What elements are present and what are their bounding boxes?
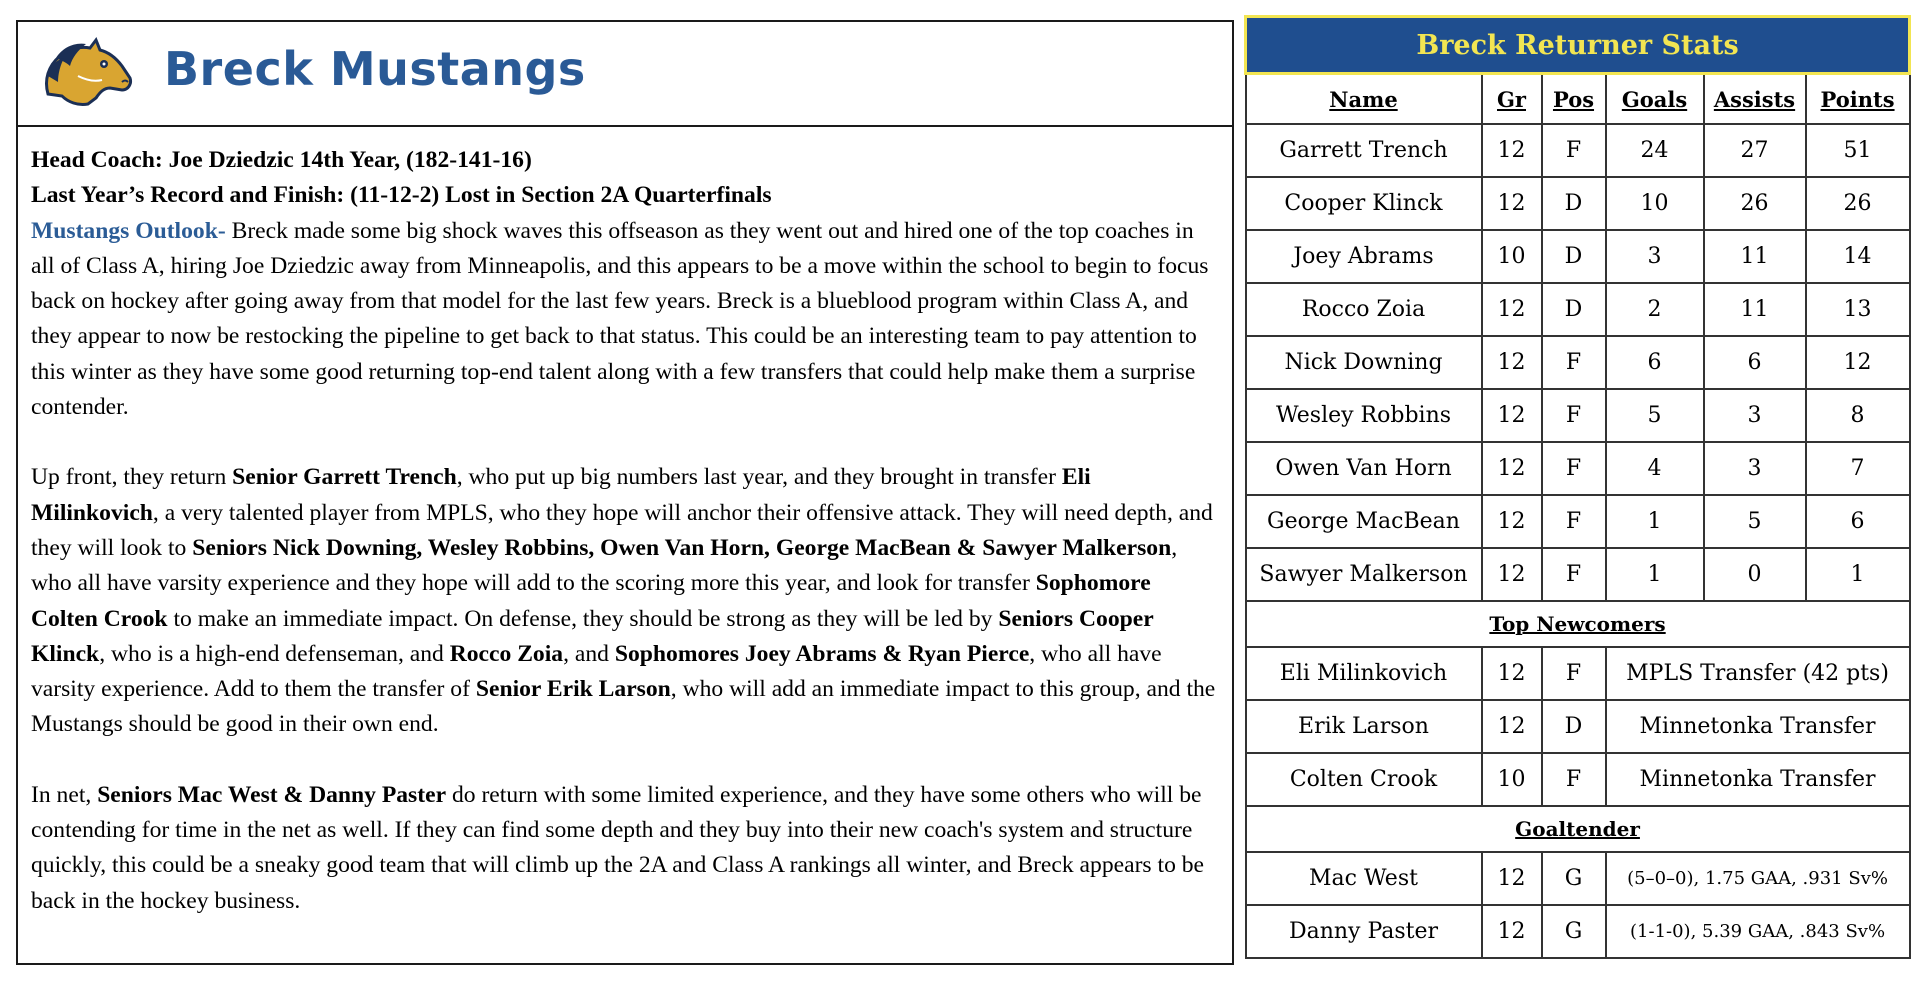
player-position: F xyxy=(1542,495,1606,548)
player-position: F xyxy=(1542,124,1606,177)
player-goals: 3 xyxy=(1606,230,1704,283)
player-position: F xyxy=(1542,389,1606,442)
player-points: 6 xyxy=(1806,495,1910,548)
player-assists: 0 xyxy=(1704,548,1806,601)
outlook-label: Mustangs Outlook- xyxy=(31,217,226,244)
player-grade: 12 xyxy=(1482,124,1542,177)
col-header-position: Pos xyxy=(1542,74,1606,125)
table-row xyxy=(1246,336,1910,389)
player-grade: 12 xyxy=(1482,389,1542,442)
player-note: Minnetonka Transfer xyxy=(1606,700,1910,753)
outlook-paragraph xyxy=(31,214,1220,426)
table-row xyxy=(1246,753,1910,806)
player-points: 12 xyxy=(1806,336,1910,389)
team-title: Breck Mustangs xyxy=(164,42,586,96)
player-name: Nick Downing xyxy=(1246,336,1482,389)
player-name: George MacBean xyxy=(1246,495,1482,548)
p2-bold: Rocco Zoia xyxy=(449,640,564,667)
player-assists: 11 xyxy=(1704,283,1806,336)
mustang-head-logo-icon xyxy=(38,36,133,108)
p3-bold: Seniors Mac West & Danny Paster xyxy=(97,781,447,808)
p2-text: Up front, they return xyxy=(31,464,233,491)
stats-title: Breck Returner Stats xyxy=(1246,17,1910,74)
player-assists: 3 xyxy=(1704,442,1806,495)
player-name: Sawyer Malkerson xyxy=(1246,548,1482,601)
col-header-goals: Goals xyxy=(1606,74,1704,125)
p2-text: , who will add an immediate impact to this group, and the Mustangs should be good in their own end. xyxy=(31,676,1216,738)
player-goals: 5 xyxy=(1606,389,1704,442)
player-grade: 12 xyxy=(1482,495,1542,548)
player-goals: 1 xyxy=(1606,548,1704,601)
player-goals: 2 xyxy=(1606,283,1704,336)
stats-table xyxy=(1244,15,1911,959)
p2-bold: Seniors Cooper Klinck xyxy=(31,605,1154,667)
player-grade: 12 xyxy=(1482,905,1542,958)
player-assists: 26 xyxy=(1704,177,1806,230)
table-row xyxy=(1246,700,1910,753)
player-position: F xyxy=(1542,442,1606,495)
player-position: F xyxy=(1542,548,1606,601)
player-assists: 5 xyxy=(1704,495,1806,548)
player-name: Joey Abrams xyxy=(1246,230,1482,283)
newcomers-section-label: Top Newcomers xyxy=(1246,601,1910,647)
goalie-paragraph xyxy=(31,778,1220,919)
player-position: F xyxy=(1542,647,1606,700)
player-points: 14 xyxy=(1806,230,1910,283)
table-row xyxy=(1246,442,1910,495)
player-grade: 12 xyxy=(1482,336,1542,389)
p2-bold: Senior Garrett Trench xyxy=(232,464,457,491)
p2-text: , who is a high-end defenseman, and xyxy=(99,640,450,667)
goalie-stat-line: (5–0–0), 1.75 GAA, .931 Sv% xyxy=(1606,852,1910,905)
p2-text: , who all have varsity experience. Add to them the transfer of xyxy=(31,640,1162,703)
player-grade: 12 xyxy=(1482,647,1542,700)
player-goals: 6 xyxy=(1606,336,1704,389)
player-goals: 10 xyxy=(1606,177,1704,230)
player-name: Cooper Klinck xyxy=(1246,177,1482,230)
player-name: Danny Paster xyxy=(1246,905,1482,958)
player-name: Eli Milinkovich xyxy=(1246,647,1482,700)
article-panel xyxy=(16,20,1234,965)
player-name: Erik Larson xyxy=(1246,700,1482,753)
player-assists: 3 xyxy=(1704,389,1806,442)
player-name: Colten Crook xyxy=(1246,753,1482,806)
player-grade: 10 xyxy=(1482,230,1542,283)
p2-bold: Seniors Nick Downing, Wesley Robbins, Owen Van Horn, George MacBean & Sawyer Malkerson xyxy=(192,534,1172,561)
col-header-name: Name xyxy=(1246,74,1482,125)
col-header-assists: Assists xyxy=(1704,74,1806,125)
goalie-stat-line: (1-1-0), 5.39 GAA, .843 Sv% xyxy=(1606,905,1910,958)
player-name: Garrett Trench xyxy=(1246,124,1482,177)
p2-text: , a very talented player from MPLS, who they hope will anchor their offensive attack. They will need depth, and they will look to xyxy=(31,499,1213,561)
player-grade: 12 xyxy=(1482,852,1542,905)
stats-panel xyxy=(1244,15,1908,967)
player-points: 13 xyxy=(1806,283,1910,336)
player-points: 8 xyxy=(1806,389,1910,442)
player-points: 51 xyxy=(1806,124,1910,177)
player-position: G xyxy=(1542,852,1606,905)
outlook-text: Breck made some big shock waves this offseason as they went out and hired one of the top coaches in all of Class A, hiring Joe Dziedzic away from Minneapolis, and this appears to be a move within the school to begin to focus back on hockey after going away from that model for the last few years. Breck is a blueblood program within Class A, and they appear to now be restocking the pipeline to get back to that status. This could be an interesting team to pay attention to this winter as they have some good returning top-end talent along with a few transfers that could help make them a surprise contender. xyxy=(31,217,1209,421)
player-position: D xyxy=(1542,283,1606,336)
player-name: Owen Van Horn xyxy=(1246,442,1482,495)
player-position: D xyxy=(1542,230,1606,283)
player-points: 1 xyxy=(1806,548,1910,601)
player-name: Mac West xyxy=(1246,852,1482,905)
player-position: G xyxy=(1542,905,1606,958)
article-body xyxy=(18,127,1232,919)
p2-text: , who put up big numbers last year, and they brought in transfer xyxy=(456,464,1062,491)
player-position: D xyxy=(1542,177,1606,230)
player-goals: 24 xyxy=(1606,124,1704,177)
article-header xyxy=(18,22,1232,127)
table-row xyxy=(1246,495,1910,548)
player-assists: 11 xyxy=(1704,230,1806,283)
p2-bold: Senior Erik Larson xyxy=(475,676,671,703)
col-header-grade: Gr xyxy=(1482,74,1542,125)
table-row xyxy=(1246,177,1910,230)
player-note: Minnetonka Transfer xyxy=(1606,753,1910,806)
player-name: Wesley Robbins xyxy=(1246,389,1482,442)
player-position: D xyxy=(1542,700,1606,753)
goaltender-section-label: Goaltender xyxy=(1246,806,1910,852)
coach-line: Head Coach: Joe Dziedzic 14th Year, (182-141-16) xyxy=(31,147,532,173)
player-goals: 4 xyxy=(1606,442,1704,495)
table-row xyxy=(1246,548,1910,601)
player-grade: 10 xyxy=(1482,753,1542,806)
player-assists: 6 xyxy=(1704,336,1806,389)
p2-bold: Sophomores Joey Abrams & Ryan Pierce xyxy=(614,640,1030,667)
player-goals: 1 xyxy=(1606,495,1704,548)
p2-bold: Sophomore Colten Crook xyxy=(31,570,1151,632)
record-line: Last Year’s Record and Finish: (11-12-2) Lost in Section 2A Quarterfinals xyxy=(31,182,772,209)
player-name: Rocco Zoia xyxy=(1246,283,1482,336)
forwards-defense-paragraph xyxy=(31,460,1220,742)
player-grade: 12 xyxy=(1482,283,1542,336)
table-row xyxy=(1246,852,1910,905)
player-grade: 12 xyxy=(1482,548,1542,601)
table-row xyxy=(1246,647,1910,700)
player-points: 26 xyxy=(1806,177,1910,230)
player-position: F xyxy=(1542,753,1606,806)
table-row xyxy=(1246,389,1910,442)
p3-text: In net, xyxy=(31,781,98,808)
player-position: F xyxy=(1542,336,1606,389)
player-note: MPLS Transfer (42 pts) xyxy=(1606,647,1910,700)
p2-text: , who all have varsity experience and they hope will add to the scoring more this year, and look for transfer xyxy=(31,534,1178,597)
p2-text: , and xyxy=(563,640,615,667)
table-row xyxy=(1246,230,1910,283)
player-points: 7 xyxy=(1806,442,1910,495)
table-row xyxy=(1246,124,1910,177)
p3-text: do return with some limited experience, and they have some others who will be contending for time in the net as well. If they can find some depth and they buy into their new coach's system and structure quickly, this could be a sneaky good team that will climb up the 2A and Class A rankings all winter, and Breck appears to be back in the hockey business. xyxy=(31,781,1205,914)
col-header-points: Points xyxy=(1806,74,1910,125)
p2-bold: Eli Milinkovich xyxy=(31,464,1091,526)
p2-text: to make an immediate impact. On defense, they should be strong as they will be led by xyxy=(167,605,999,632)
table-row xyxy=(1246,905,1910,958)
player-grade: 12 xyxy=(1482,177,1542,230)
player-grade: 12 xyxy=(1482,700,1542,753)
table-row xyxy=(1246,283,1910,336)
player-assists: 27 xyxy=(1704,124,1806,177)
player-grade: 12 xyxy=(1482,442,1542,495)
